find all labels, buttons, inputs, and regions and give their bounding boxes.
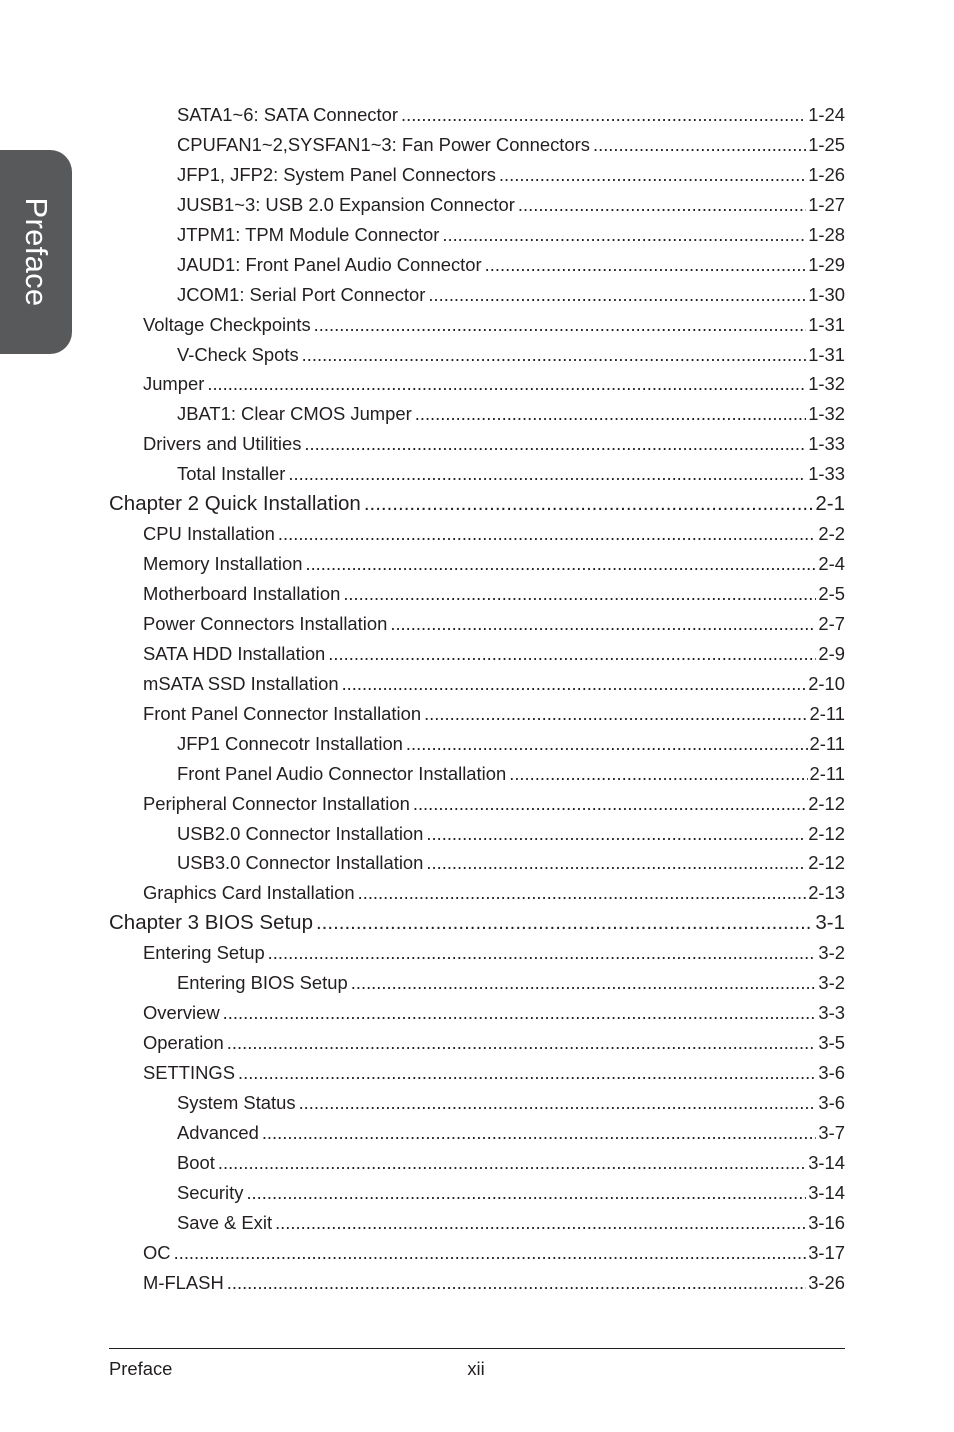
- toc-dot-leader: [207, 369, 806, 399]
- toc-entry-title: Memory Installation: [143, 553, 303, 575]
- toc-entry[interactable]: [109, 789, 845, 819]
- toc-entry-page: 3-6: [818, 1091, 845, 1113]
- toc-entry[interactable]: [109, 280, 845, 310]
- toc-entry-title: Advanced: [177, 1121, 259, 1143]
- toc-entry-title: Jumper: [143, 373, 205, 395]
- toc-entry-title: CPU Installation: [143, 523, 275, 545]
- toc-entry-title: OC: [143, 1241, 171, 1263]
- toc-entry-page: 1-29: [808, 253, 845, 275]
- toc-entry-page: 1-26: [808, 163, 845, 185]
- toc-dot-leader: [406, 729, 808, 759]
- toc-entry-page: 1-33: [808, 463, 845, 485]
- toc-entry[interactable]: [109, 579, 845, 609]
- toc-chapter-entry[interactable]: [109, 908, 845, 938]
- toc-entry-page: 2-11: [809, 732, 845, 754]
- toc-entry[interactable]: [109, 639, 845, 669]
- toc-entry[interactable]: [109, 100, 845, 130]
- toc-entry-title: SATA1~6: SATA Connector: [177, 104, 398, 125]
- toc-entry-title: JFP1 Connecotr Installation: [177, 732, 403, 754]
- toc-entry[interactable]: [109, 1058, 845, 1088]
- toc-entry-page: 3-6: [818, 1062, 845, 1083]
- toc-dot-leader: [415, 399, 806, 429]
- toc-entry-title: V-Check Spots: [177, 343, 299, 365]
- toc-entry-title: JCOM1: Serial Port Connector: [177, 283, 426, 305]
- toc-dot-leader: [227, 1268, 806, 1298]
- toc-entry-page: 3-5: [818, 1032, 845, 1054]
- toc-entry-page: 2-9: [818, 642, 845, 664]
- toc-dot-leader: [485, 250, 807, 280]
- toc-entry[interactable]: [109, 130, 845, 160]
- toc-entry[interactable]: [109, 759, 845, 789]
- toc-entry-page: 1-24: [808, 104, 845, 125]
- toc-entry-title: Motherboard Installation: [143, 583, 341, 604]
- toc-entry-page: 1-28: [808, 223, 845, 245]
- footer-section: Preface: [109, 1358, 173, 1379]
- toc-dot-leader: [426, 819, 806, 849]
- toc-entry[interactable]: [109, 819, 845, 849]
- toc-entry-title: Save & Exit: [177, 1211, 273, 1233]
- toc-entry-title: Security: [177, 1181, 244, 1203]
- toc-entry[interactable]: [109, 190, 845, 220]
- toc-dot-leader: [288, 459, 806, 489]
- toc-dot-leader: [518, 190, 806, 220]
- toc-dot-leader: [328, 639, 816, 669]
- toc-entry-title: Power Connectors Installation: [143, 612, 388, 634]
- toc-entry-title: Boot: [177, 1151, 215, 1173]
- toc-entry-title: Entering BIOS Setup: [177, 972, 348, 994]
- toc-dot-leader: [268, 938, 817, 968]
- toc-entry[interactable]: [109, 1028, 845, 1058]
- toc-entry-page: 2-12: [808, 792, 845, 814]
- toc-entry-page: 2-11: [809, 702, 845, 724]
- toc-dot-leader: [428, 280, 806, 310]
- toc-dot-leader: [238, 1058, 816, 1088]
- toc-entry-title: Overview: [143, 1002, 220, 1024]
- toc-entry[interactable]: [109, 609, 845, 639]
- toc-entry-page: 3-14: [808, 1151, 845, 1173]
- toc-entry-page: 1-33: [808, 433, 845, 455]
- toc-entry-title: M-FLASH: [143, 1271, 224, 1293]
- toc-entry-title: Entering Setup: [143, 942, 265, 964]
- toc-entry-page: 1-32: [808, 373, 845, 395]
- toc-entry[interactable]: [109, 160, 845, 190]
- toc-entry[interactable]: [109, 699, 845, 729]
- toc-entry-title: System Status: [177, 1091, 296, 1113]
- toc-dot-leader: [174, 1238, 807, 1268]
- side-tab: [0, 150, 72, 354]
- toc-entry-title: Graphics Card Installation: [143, 882, 355, 904]
- toc-entry-page: 1-25: [808, 133, 845, 155]
- toc-entry-page: 1-30: [808, 283, 845, 305]
- toc-entry-title: Chapter 3 BIOS Setup: [109, 911, 313, 935]
- toc-entry-title: JAUD1: Front Panel Audio Connector: [177, 253, 482, 275]
- toc-entry-page: 2-7: [818, 612, 845, 634]
- toc-entry-page: 3-14: [808, 1181, 845, 1203]
- toc-dot-leader: [401, 100, 806, 130]
- toc-dot-leader: [305, 549, 816, 579]
- toc-dot-leader: [424, 699, 807, 729]
- toc-dot-leader: [593, 130, 806, 160]
- toc-dot-leader: [278, 519, 817, 549]
- toc-entry-page: 2-11: [809, 762, 845, 784]
- toc-entry[interactable]: [109, 340, 845, 370]
- toc-entry-title: JUSB1~3: USB 2.0 Expansion Connector: [177, 193, 515, 215]
- toc-entry-page: 1-31: [808, 313, 845, 335]
- toc-dot-leader: [314, 310, 807, 340]
- toc-dot-leader: [351, 968, 817, 998]
- toc-entry[interactable]: [109, 459, 845, 489]
- toc-entry[interactable]: [109, 250, 845, 280]
- toc-entry[interactable]: [109, 399, 845, 429]
- toc-entry[interactable]: [109, 1178, 845, 1208]
- toc-entry-title: Voltage Checkpoints: [143, 313, 311, 335]
- toc-entry[interactable]: [109, 310, 845, 340]
- toc-dot-leader: [509, 759, 807, 789]
- toc-entry-title: JBAT1: Clear CMOS Jumper: [177, 403, 412, 425]
- toc-entry[interactable]: [109, 938, 845, 968]
- toc-dot-leader: [342, 669, 807, 699]
- toc-entry[interactable]: [109, 519, 845, 549]
- toc-entry[interactable]: [109, 669, 845, 699]
- table-of-contents: [109, 100, 845, 1298]
- toc-entry-title: SETTINGS: [143, 1062, 235, 1083]
- toc-entry[interactable]: [109, 1238, 845, 1268]
- toc-dot-leader: [390, 609, 816, 639]
- toc-entry-page: 3-1: [815, 911, 845, 935]
- toc-dot-leader: [302, 340, 807, 370]
- toc-entry[interactable]: [109, 998, 845, 1028]
- toc-dot-leader: [304, 429, 806, 459]
- toc-dot-leader: [218, 1148, 806, 1178]
- toc-entry-title: mSATA SSD Installation: [143, 672, 339, 694]
- toc-dot-leader: [246, 1178, 806, 1208]
- toc-entry[interactable]: [109, 1118, 845, 1148]
- toc-entry-title: JTPM1: TPM Module Connector: [177, 223, 440, 245]
- toc-dot-leader: [413, 789, 806, 819]
- toc-entry-page: 2-10: [808, 672, 845, 694]
- toc-dot-leader: [358, 878, 807, 908]
- toc-entry-title: JFP1, JFP2: System Panel Connectors: [177, 163, 496, 185]
- toc-entry-page: 2-12: [808, 822, 845, 844]
- footer-rule: [109, 1348, 845, 1349]
- toc-dot-leader: [499, 160, 806, 190]
- toc-chapter-entry[interactable]: [109, 489, 845, 519]
- toc-entry-page: 2-1: [815, 492, 845, 516]
- toc-dot-leader: [299, 1088, 817, 1118]
- toc-entry-page: 3-26: [808, 1271, 845, 1293]
- toc-entry-title: USB2.0 Connector Installation: [177, 822, 424, 844]
- toc-dot-leader: [442, 220, 806, 250]
- side-tab-label: Preface: [19, 197, 54, 307]
- toc-dot-leader: [316, 908, 813, 938]
- toc-dot-leader: [343, 579, 816, 609]
- toc-entry-page: 1-31: [808, 343, 845, 365]
- toc-dot-leader: [262, 1118, 817, 1148]
- toc-entry-title: Operation: [143, 1032, 224, 1054]
- toc-entry[interactable]: [109, 429, 845, 459]
- toc-entry-page: 2-5: [818, 583, 845, 604]
- toc-entry-title: Chapter 2 Quick Installation: [109, 492, 361, 516]
- toc-entry-title: Front Panel Connector Installation: [143, 702, 422, 724]
- toc-dot-leader: [364, 489, 814, 519]
- toc-dot-leader: [426, 848, 806, 878]
- toc-entry-title: Peripheral Connector Installation: [143, 792, 410, 814]
- toc-entry-title: CPUFAN1~2,SYSFAN1~3: Fan Power Connectors: [177, 133, 590, 155]
- toc-entry-page: 3-17: [808, 1241, 845, 1263]
- toc-dot-leader: [227, 1028, 817, 1058]
- toc-entry-page: 2-4: [818, 553, 845, 575]
- toc-entry-title: Drivers and Utilities: [143, 433, 302, 455]
- toc-entry-page: 3-16: [808, 1211, 845, 1233]
- toc-entry-page: 3-2: [818, 972, 845, 994]
- toc-entry-page: 1-27: [808, 193, 845, 215]
- toc-entry[interactable]: [109, 369, 845, 399]
- toc-entry[interactable]: [109, 1208, 845, 1238]
- toc-entry-page: 3-7: [818, 1121, 845, 1143]
- toc-entry[interactable]: [109, 549, 845, 579]
- toc-dot-leader: [223, 998, 817, 1028]
- toc-entry-page: 3-2: [818, 942, 845, 964]
- toc-dot-leader: [275, 1208, 806, 1238]
- toc-entry-title: USB3.0 Connector Installation: [177, 852, 424, 874]
- toc-entry[interactable]: [109, 968, 845, 998]
- toc-entry-page: 2-13: [808, 882, 845, 904]
- toc-entry-title: SATA HDD Installation: [143, 642, 326, 664]
- toc-entry[interactable]: [109, 1148, 845, 1178]
- footer-page-number: xii: [467, 1358, 485, 1379]
- toc-entry[interactable]: [109, 220, 845, 250]
- toc-entry[interactable]: [109, 1268, 845, 1298]
- toc-entry[interactable]: [109, 1088, 845, 1118]
- toc-entry-page: 1-32: [808, 403, 845, 425]
- toc-entry-page: 2-2: [818, 523, 845, 545]
- toc-entry-title: Total Installer: [177, 463, 286, 485]
- toc-entry-page: 3-3: [818, 1002, 845, 1024]
- toc-entry-title: Front Panel Audio Connector Installation: [177, 762, 507, 784]
- toc-entry-page: 2-12: [808, 852, 845, 874]
- toc-entry[interactable]: [109, 848, 845, 878]
- toc-entry[interactable]: [109, 729, 845, 759]
- toc-entry[interactable]: [109, 878, 845, 908]
